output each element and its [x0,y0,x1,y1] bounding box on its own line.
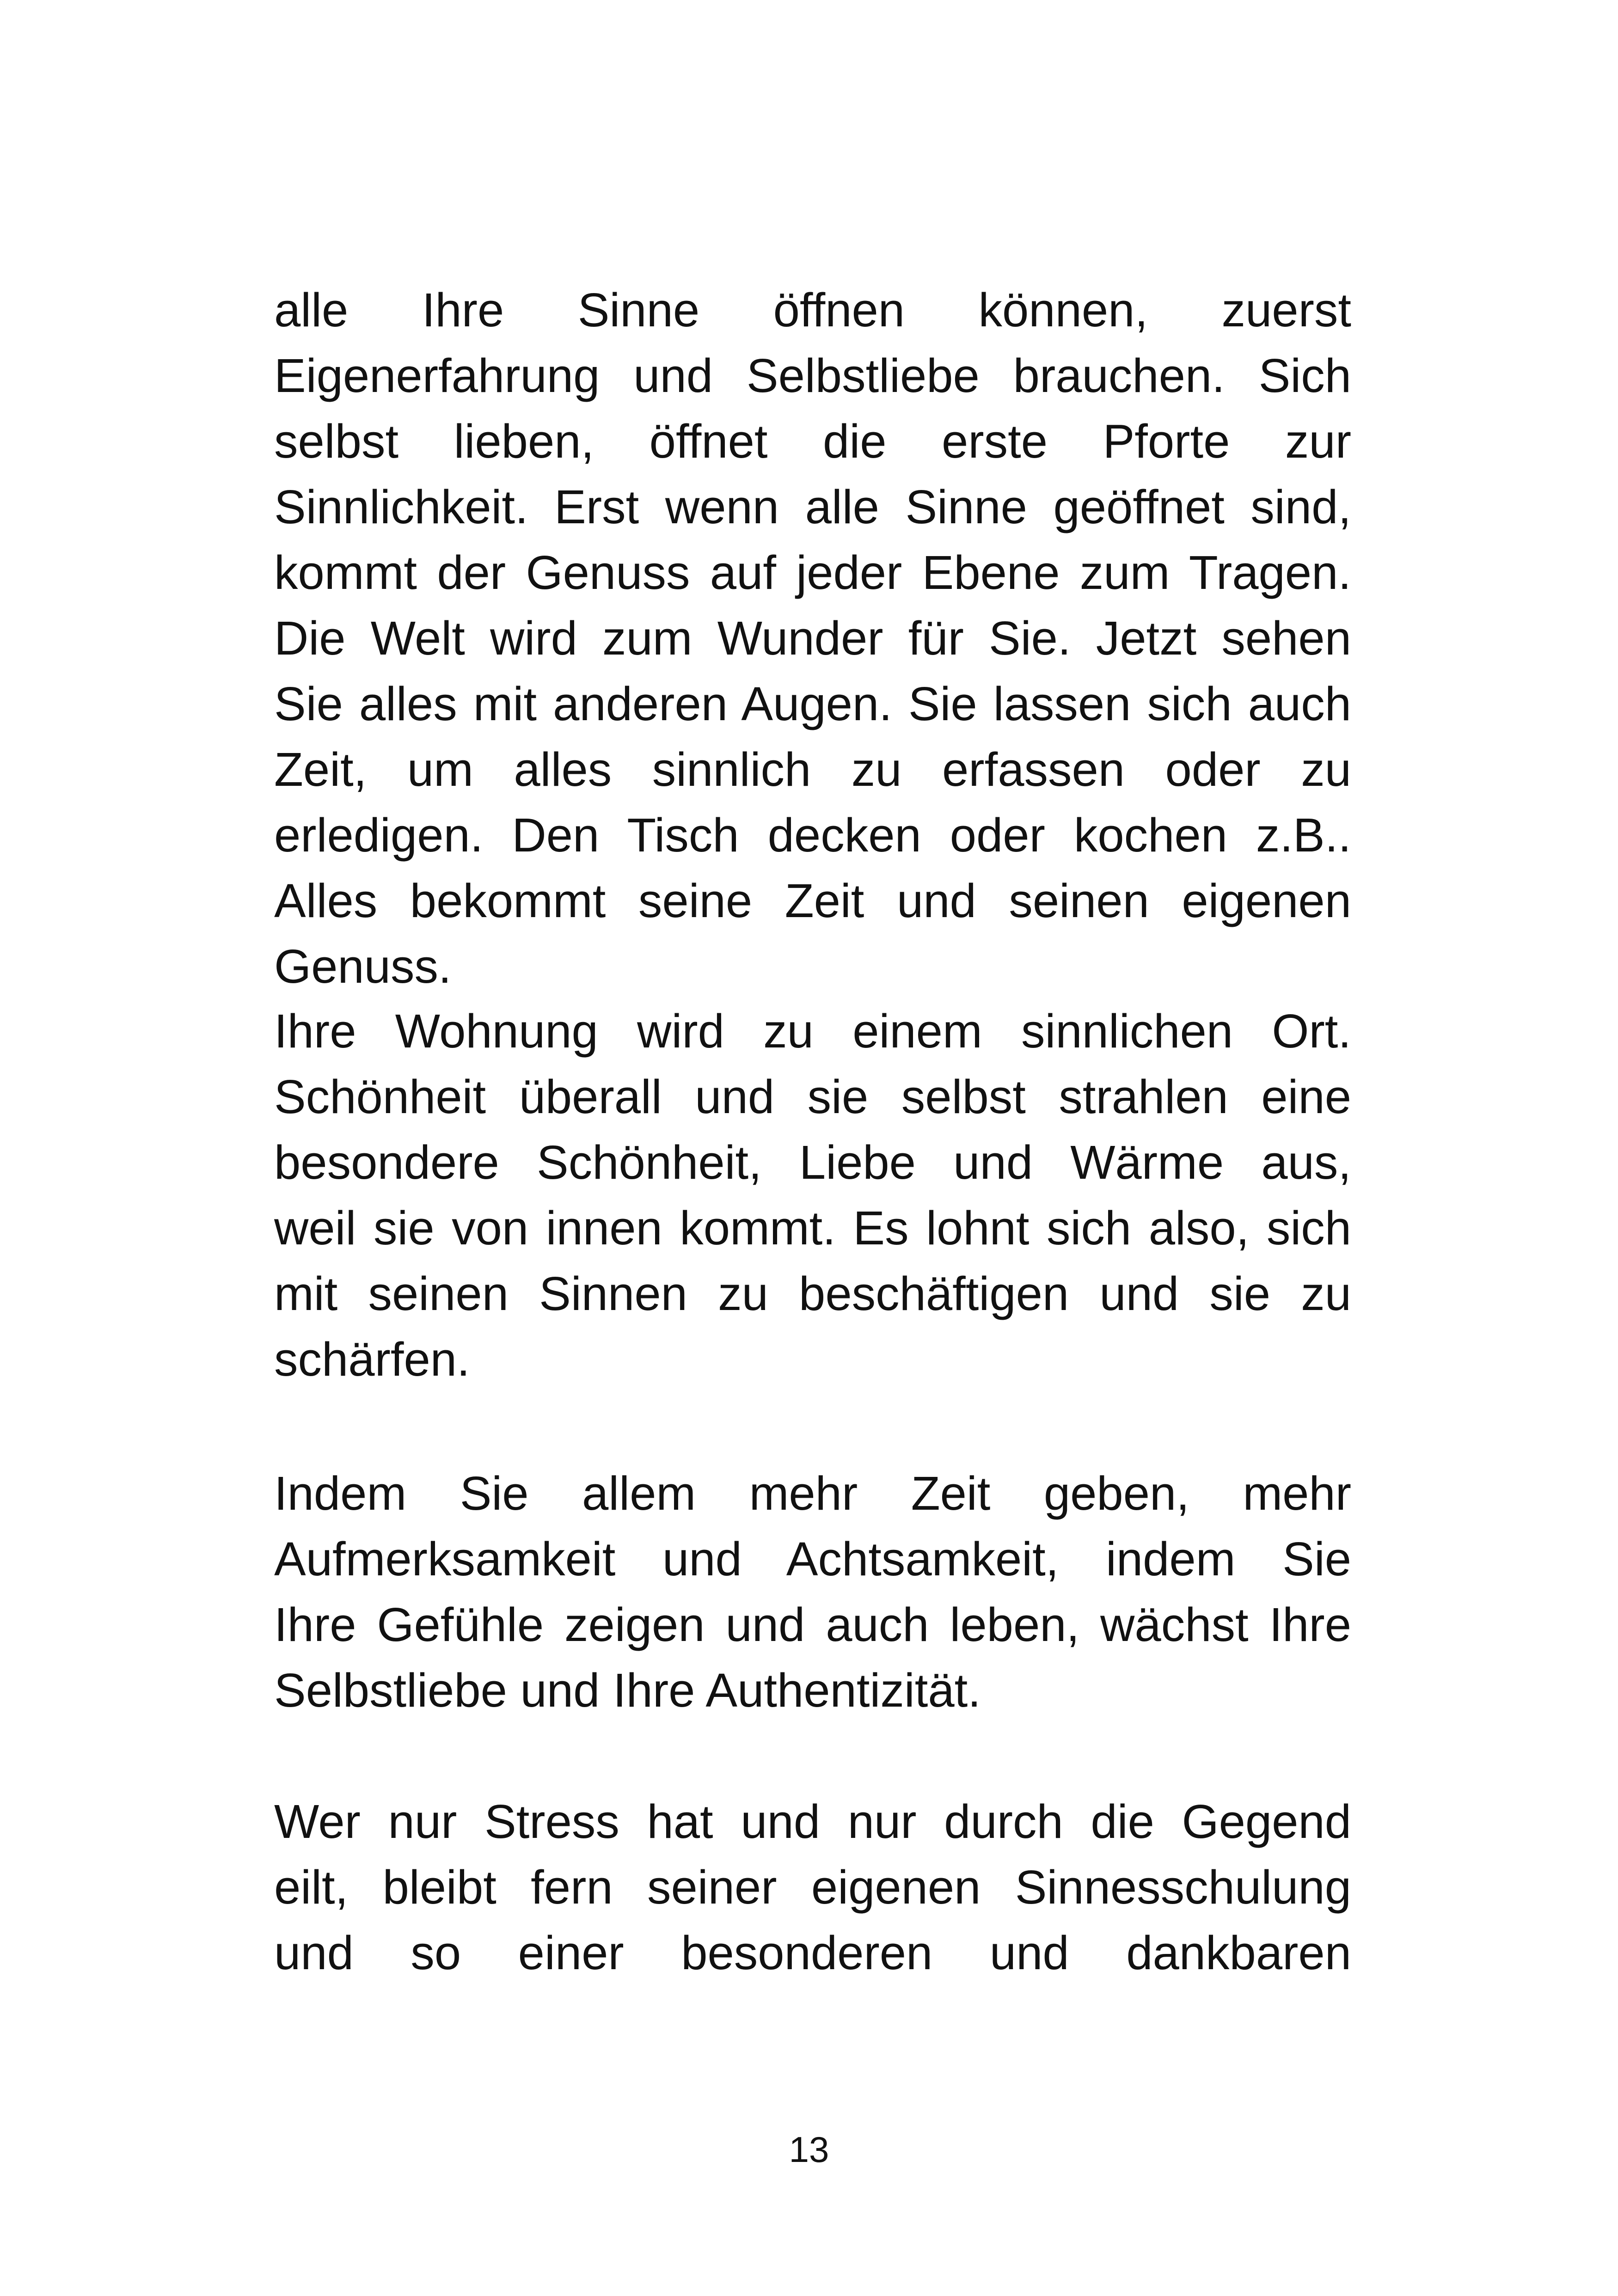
text-line: Sinnlichkeit. Erst wenn alle Sinne geöffnet sind, [274,480,1351,533]
text-line: Die Welt wird zum Wunder für Sie. Jetzt sehen [274,612,1351,665]
paragraph [274,998,1351,1392]
text-line: Ihre Gefühle zeigen und auch leben, wächst Ihre [274,1598,1351,1651]
text-line: Schönheit überall und sie selbst strahlen eine [274,1070,1351,1123]
text-line: selbst lieben, öffnet die erste Pforte zur [274,415,1351,468]
text-line: erledigen. Den Tisch decken oder kochen z.B.. [274,808,1351,862]
text-line: mit seinen Sinnen zu beschäftigen und sie zu [274,1267,1351,1320]
paragraph [274,1789,1351,1986]
text-line: Ihre Wohnung wird zu einem sinnlichen Ort. [274,1004,1351,1058]
text-line: Genuss. [274,940,452,993]
text-line: Selbstliebe und Ihre Authentizität. [274,1664,981,1717]
text-line: alle Ihre Sinne öffnen können, zuerst [274,283,1351,337]
text-line: Sie alles mit anderen Augen. Sie lassen sich auch [274,677,1351,730]
text-line: Alles bekommt seine Zeit und seinen eigenen [274,874,1351,927]
text-line: Indem Sie allem mehr Zeit geben, mehr [274,1467,1351,1520]
paragraph [274,1461,1351,1723]
text-line: weil sie von innen kommt. Es lohnt sich also, sich [274,1201,1351,1255]
text-line: und so einer besonderen und dankbaren [274,1926,1351,1979]
text-line: besondere Schönheit, Liebe und Wärme aus, [274,1136,1351,1189]
text-line: eilt, bleibt fern seiner eigenen Sinnesschulung [274,1861,1351,1914]
text-line: Eigenerfahrung und Selbstliebe brauchen. Sich [274,349,1351,402]
text-line: kommt der Genuss auf jeder Ebene zum Tragen. [274,546,1351,599]
paragraph [274,277,1351,999]
page-number: 13 [789,2129,829,2170]
text-line: Zeit, um alles sinnlich zu erfassen oder zu [274,743,1351,796]
text-line: Wer nur Stress hat und nur durch die Gegend [274,1795,1351,1848]
text-line: Aufmerksamkeit und Achtsamkeit, indem Sie [274,1532,1351,1586]
text-line: schärfen. [274,1333,470,1386]
